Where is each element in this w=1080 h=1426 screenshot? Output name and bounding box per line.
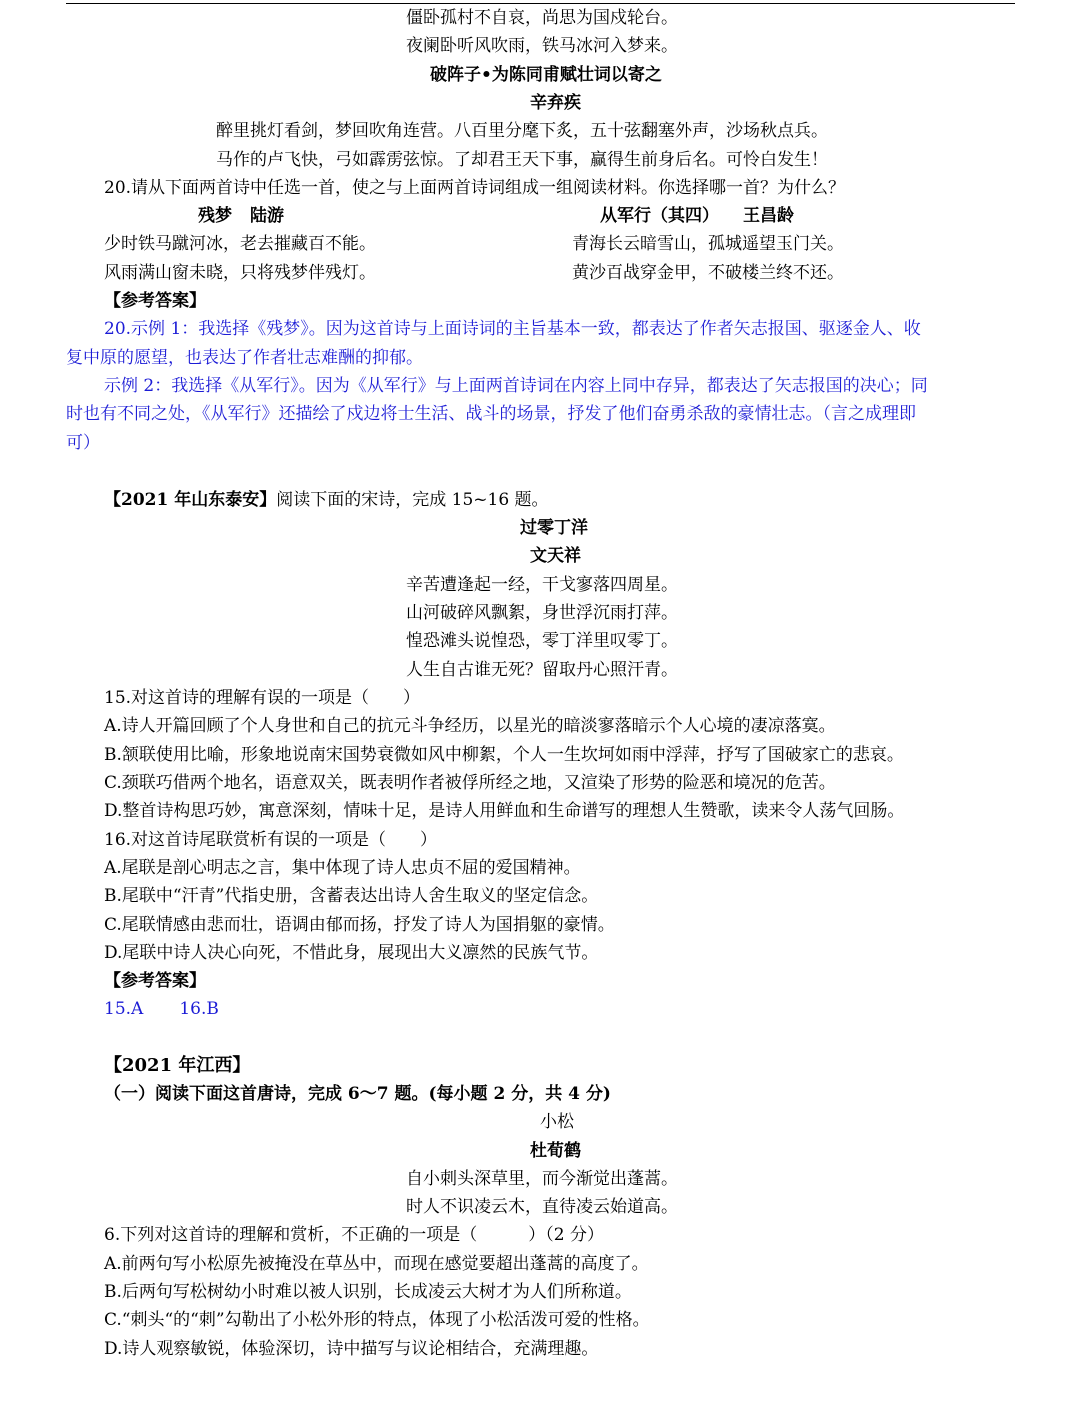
- q16-option-a: A.尾联是剖心明志之言，集中体现了诗人忠贞不屈的爱国精神。: [104, 858, 581, 878]
- answer-15: 15.A: [104, 999, 144, 1019]
- poem1-line-1: 僵卧孤村不自哀，尚思为国戍轮台。: [406, 8, 678, 28]
- taian-label: 【2021 年山东泰安】: [104, 490, 277, 510]
- question-16: 16.对这首诗尾联赏析有误的一项是（ ）: [104, 830, 438, 850]
- answer-20-line-4: 时也有不同之处，《从军行》还描绘了戍边将士生活、战斗的场景，抒发了他们奋勇杀敌的豪情壮志。（言之成理即: [66, 404, 916, 424]
- jiangxi-poem-title: 小松: [540, 1112, 574, 1132]
- taian-poem-title: 过零丁洋: [520, 518, 588, 538]
- left-poem-line-1: 少时铁马蹴河冰，老去摧藏百不能。: [104, 234, 376, 254]
- question-6: 6.下列对这首诗的理解和赏析，不正确的一项是（ ）（2 分）: [104, 1225, 604, 1245]
- taian-poem-author: 文天祥: [530, 546, 581, 566]
- answer-heading-taian: 【参考答案】: [104, 971, 206, 991]
- taian-instruction: 阅读下面的宋诗，完成 15~16 题。: [276, 490, 549, 510]
- taian-poem-line-1: 辛苦遭逢起一经，干戈寥落四周星。: [406, 575, 678, 595]
- right-poem-author: 王昌龄: [743, 206, 794, 226]
- taian-header: [104, 489, 549, 511]
- taian-poem-line-2: 山河破碎风飘絮，身世浮沉雨打萍。: [406, 603, 678, 623]
- question-20: 20.请从下面两首诗中任选一首，使之与上面两首诗词组成一组阅读材料。你选择哪一首？为什么？: [104, 178, 846, 198]
- jiangxi-instruction: （一）阅读下面这首唐诗，完成 6～7 题。(每小题 2 分，共 4 分): [104, 1084, 611, 1104]
- q15-option-b: B.颔联使用比喻，形象地说南宋国势衰微如风中柳絮，个人一生坎坷如雨中浮萍，抒写了国破家亡的悲哀。: [104, 745, 904, 765]
- q6-option-d: D.诗人观察敏锐，体验深切，诗中描写与议论相结合，充满理趣。: [104, 1339, 599, 1359]
- poem2-line-2: 马作的卢飞快，弓如霹雳弦惊。了却君王天下事，赢得生前身后名。可怜白发生！: [216, 150, 828, 170]
- answer-heading-20: 【参考答案】: [104, 291, 206, 311]
- jiangxi-poem-line-1: 自小刺头深草里，而今渐觉出蓬蒿。: [406, 1169, 678, 1189]
- left-poem-title: 残梦: [198, 206, 232, 226]
- left-poem-heading: [198, 205, 284, 227]
- poem2-author: 辛弃疾: [530, 93, 581, 113]
- left-poem-author: 陆游: [250, 206, 284, 226]
- answer-taian: [104, 998, 219, 1020]
- poem2-title: 破阵子•为陈同甫赋壮词以寄之: [430, 65, 662, 85]
- q16-option-c: C.尾联情感由悲而壮，语调由郁而扬，抒发了诗人为国捐躯的豪情。: [104, 915, 615, 935]
- answer-20-line-3: 示例 2：我选择《从军行》。因为《从军行》与上面两首诗词在内容上同中存异，都表达了矢志报国的决心；同: [104, 376, 928, 396]
- q16-option-b: B.尾联中“汗青”代指史册，含蓄表达出诗人舍生取义的坚定信念。: [104, 886, 599, 906]
- question-15: 15.对这首诗的理解有误的一项是（ ）: [104, 688, 421, 708]
- poem2-line-1: 醉里挑灯看剑，梦回吹角连营。八百里分麾下炙，五十弦翻塞外声，沙场秋点兵。: [216, 121, 828, 141]
- q6-option-a: A.前两句写小松原先被掩没在草丛中，而现在感觉要超出蓬蒿的高度了。: [104, 1254, 649, 1274]
- q15-option-d: D.整首诗构思巧妙，寓意深刻，情味十足，是诗人用鲜血和生命谱写的理想人生赞歌，读来令人荡气回肠。: [104, 801, 905, 821]
- answer-16: 16.B: [179, 999, 219, 1019]
- q16-option-d: D.尾联中诗人决心向死，不惜此身，展现出大义凛然的民族气节。: [104, 943, 599, 963]
- right-poem-heading: [600, 205, 794, 227]
- jiangxi-label: 【2021 年江西】: [104, 1055, 251, 1076]
- right-poem-line-1: 青海长云暗雪山，孤城遥望玉门关。: [572, 234, 844, 254]
- answer-20-line-2: 复中原的愿望，也表达了作者壮志难酬的抑郁。: [66, 348, 423, 368]
- jiangxi-poem-author: 杜荀鹤: [530, 1141, 581, 1161]
- right-poem-line-2: 黄沙百战穿金甲，不破楼兰终不还。: [572, 263, 844, 283]
- answer-20-line-5: 可）: [66, 433, 100, 453]
- taian-poem-line-3: 惶恐滩头说惶恐，零丁洋里叹零丁。: [406, 631, 678, 651]
- right-poem-title: 从军行（其四）: [600, 206, 719, 226]
- left-poem-line-2: 风雨满山窗未晓，只将残梦伴残灯。: [104, 263, 376, 283]
- q6-option-b: B.后两句写松树幼小时难以被人识别，长成凌云大树才为人们所称道。: [104, 1282, 632, 1302]
- jiangxi-poem-line-2: 时人不识凌云木，直待凌云始道高。: [406, 1197, 678, 1217]
- poem1-line-2: 夜阑卧听风吹雨，铁马冰河入梦来。: [406, 36, 678, 56]
- top-rule: [66, 3, 1015, 4]
- taian-poem-line-4: 人生自古谁无死？留取丹心照汗青。: [406, 660, 678, 680]
- q6-option-c: C.“刺头“的“刺”勾勒出了小松外形的特点，体现了小松活泼可爱的性格。: [104, 1310, 650, 1330]
- q15-option-a: A.诗人开篇回顾了个人身世和自己的抗元斗争经历，以星光的暗淡寥落暗示个人心境的凄凉落寞。: [104, 716, 836, 736]
- answer-20-line-1: 20.示例 1：我选择《残梦》。因为这首诗与上面诗词的主旨基本一致，都表达了作者矢志报国、驱逐金人、收: [104, 319, 921, 339]
- q15-option-c: C.颈联巧借两个地名，语意双关，既表明作者被俘所经之地，又渲染了形势的险恶和境况的危苦。: [104, 773, 836, 793]
